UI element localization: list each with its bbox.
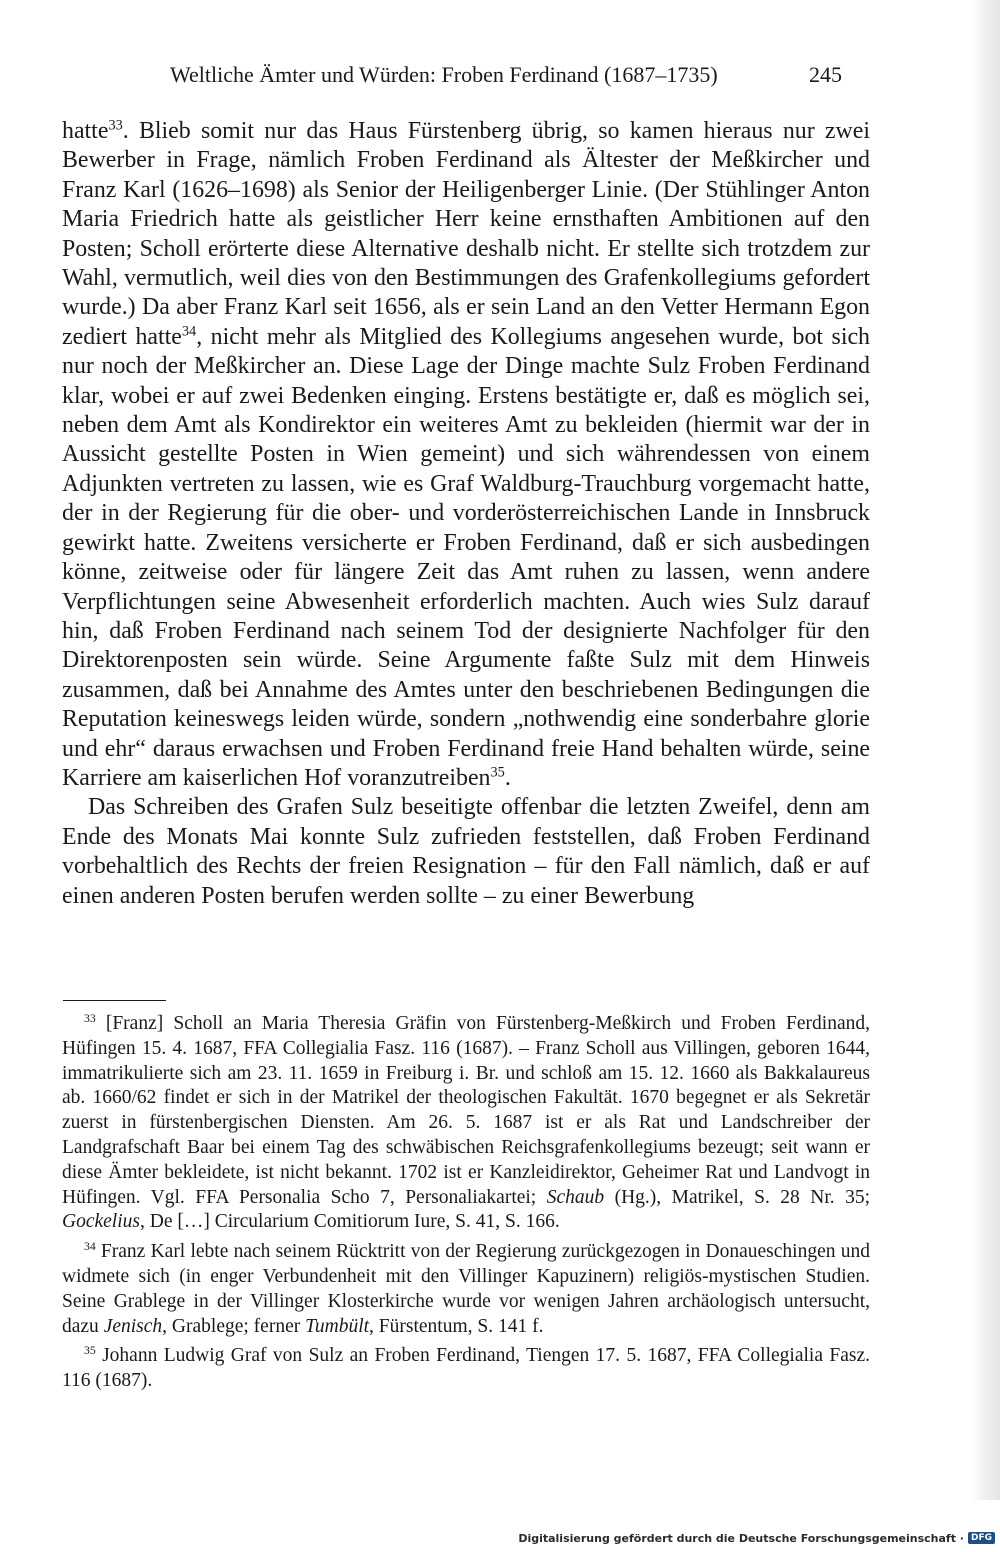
footnote-34-text-a: Franz Karl lebte nach seinem Rücktritt von der Regierung zurückgezogen in Donaueschingen und widmete sich (in enger Verbundenheit mit den Villinger Kapuzinern) religiös-mystischen Studien. Seine Grablege in der Villinger Klosterkirche wurde vor wenigen Jahren archäologisch untersucht, dazu — [62, 1241, 870, 1337]
footnote-33-author-schaub: Schaub — [546, 1186, 605, 1208]
paragraph-1-text-a: hatte — [62, 118, 109, 144]
credit-text: Digitalisierung gefördert durch die Deutsche Forschungsgemeinschaft · — [518, 1531, 964, 1545]
footnote-33-text-a: [Franz] Scholl an Maria Theresia Gräfin von Fürstenberg-Meßkirch und Froben Ferdinand, Hüfingen 15. 4. 1687, FFA Collegialia Fasz. 116 (1687). – Franz Scholl aus Villingen, geboren 1644, immatrikulierte sich am 23. 11. 1659 in Freiburg i. Br. und schloß am 15. 12. 1660 als Bakkalaureus ab. 1660/62 findet er sich in der Matrikel der theologischen Fakultät. 1670 begegnet er als Sekretär zuerst in fürstenbergischen Diensten. Am 26. 5. 1687 ist er als Rat und Landschreiber der Landgrafschaft Baar bei einem Tag des schwäbischen Reichsgrafenkollegiums bezeugt; seit wann er diese Ämter bekleidete, ist nicht bekannt. 1702 ist er Kanzleidirektor, Geheimer Rat und Landvogt in Hüfingen. Vgl. FFA Personalia Scho 7, Personaliakartei; — [62, 1013, 870, 1208]
footnote-ref-35: 35 — [490, 764, 505, 781]
paragraph-1-text-c: , nicht mehr als Mitglied des Kollegiums angesehen wurde, bot sich nur noch der Meßkircher an. Diese Lage der Dinge machte Sulz Froben Ferdinand klar, wobei er auf zwei Bedenken einging. Erstens bestätigte er, daß es möglich sei, neben dem Amt als Kondirektor ein weiteres Amt zu bekleiden (hiermit war der in Aussicht gestellte Posten in Wien gemeint) und sich währendessen von einem Adjunkten vertreten zu lassen, wie es Graf Waldburg-Trauchburg vorgemacht hatte, der in der Regierung für die ober- und vorderösterreichischen Lande in Innsbruck gewirkt hatte. Zweitens versicherte er Froben Ferdinand, daß er sich ausbedingen könne, zeitweise oder für längere Zeit das Amt ruhen zu lassen, wenn andere Verpflichtungen seine Abwesenheit erforderlich machten. Auch wies Sulz darauf hin, daß Froben Ferdinand nach seinem Tod der designierte Nachfolger für den Direktorenposten sein würde. Seine Argumente faßte Sulz mit dem Hinweis zusammen, daß bei Annahme des Amtes unter den beschriebenen Bedingungen die Reputation keineswegs leiden würde, sondern „nothwendig eine sonderbahre glorie und ehr“ daraus erwachsen und Froben Ferdinand freie Hand behalten würde, seine Karriere am kaiserlichen Hof voranzutreiben — [62, 323, 871, 791]
paragraph-2: Das Schreiben des Grafen Sulz beseitigte offenbar die letzten Zweifel, denn am Ende des Monats Mai konnte Sulz zufrieden feststellen, daß Froben Ferdinand vorbehaltlich des Rechts der freien Resignation – für den Fall nämlich, daß er auf einen anderen Posten berufen werden sollte – zu einer Bewerbung — [62, 794, 870, 909]
digitization-credit — [518, 1528, 995, 1548]
paragraph-1-text-d: . — [504, 764, 511, 791]
running-title: Weltliche Ämter und Würden: Froben Ferdinand (1687–1735) — [170, 62, 718, 87]
footnote-ref-33: 33 — [108, 117, 123, 134]
footnote-34-number: 34 — [84, 1240, 96, 1254]
footnote-33-author-gockelius: Gockelius — [62, 1211, 140, 1233]
footnote-35-number: 35 — [84, 1344, 96, 1358]
footnote-34-text-b: , Grablege; ferner — [162, 1315, 306, 1337]
footnotes — [62, 1012, 870, 1399]
footnote-34 — [62, 1240, 870, 1339]
paragraph-1-text-b: . Blieb somit nur das Haus Fürstenberg übrig, so kamen hieraus nur zwei Bewerber in Frage, nämlich Froben Ferdinand als Ältester der Meßkircher und Franz Karl (1626–1698) als Senior der Heiligenberger Linie. (Der Stühlinger Anton Maria Friedrich hatte als geistlicher Herr keine ernsthaften Ambitionen auf den Posten; Scholl erörterte diese Alternative deshalb nicht. Er stellte sich trotzdem zur Wahl, vermutlich, weil dies von den Bestimmungen des Grafenkollegiums gefordert wurde.) Da aber Franz Karl seit 1656, als er sein Land an den Vetter Hermann Egon zediert hatte — [62, 118, 870, 350]
running-header — [62, 58, 842, 94]
footnote-33-text-b: (Hg.), Matrikel, S. 28 Nr. 35; — [604, 1186, 871, 1208]
footnote-33-text-c: , De […] Circularium Comitiorum Iure, S. 41, S. 166. — [139, 1211, 560, 1233]
page-edge-shadow — [972, 0, 1000, 1500]
footnote-34-author-jenisch: Jenisch — [103, 1315, 163, 1337]
footnote-34-author-tumbuelt: Tumbült — [305, 1315, 370, 1337]
footnote-35 — [62, 1344, 870, 1394]
footnote-34-text-c: , Fürstentum, S. 141 f. — [369, 1315, 544, 1337]
footnote-35-text: Johann Ludwig Graf von Sulz an Froben Ferdinand, Tiengen 17. 5. 1687, FFA Collegialia Fasz. 116 (1687). — [62, 1345, 870, 1392]
footnote-rule — [63, 1000, 166, 1001]
footnote-33 — [62, 1012, 870, 1235]
paragraph-1 — [62, 117, 870, 793]
dfg-logo: DFG — [968, 1532, 995, 1544]
footnote-ref-34: 34 — [181, 323, 197, 340]
main-text — [62, 117, 870, 911]
footnote-33-number: 33 — [84, 1011, 96, 1025]
page-number: 245 — [809, 62, 842, 87]
